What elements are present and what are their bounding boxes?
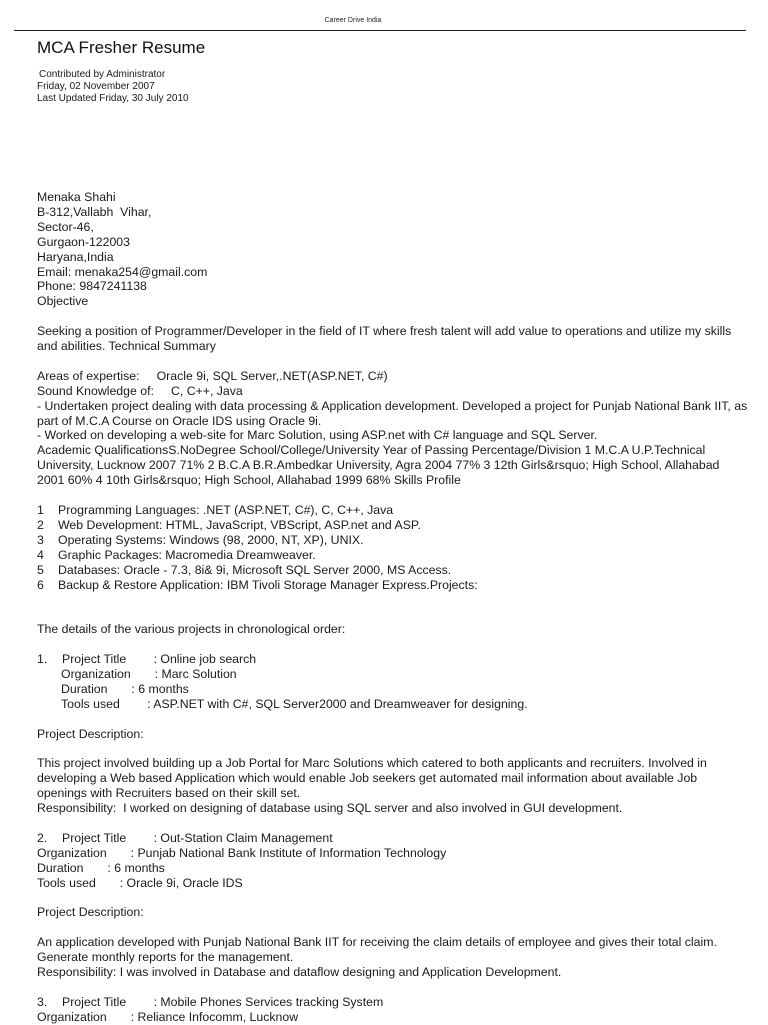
list-item: 4 Graphic Packages: Macromedia Dreamweaver. — [37, 547, 316, 562]
areas-of-expertise: Areas of expertise: Oracle 9i, SQL Server,.NET(ASP.NET, C#) — [37, 368, 388, 383]
objective-text: Seeking a position of Programmer/Developer in the field of IT where fresh talent will add value to operations and utilize my skills and abilities. Technical Summary — [37, 324, 732, 354]
contributed-by: Contributed by Administrator — [39, 69, 166, 80]
project-title: 1. Project Title : Online job search — [37, 652, 257, 666]
phone: Phone: 9847241138 — [37, 279, 147, 294]
candidate-name: Menaka Shahi — [37, 190, 116, 204]
list-item: 3 Operating Systems: Windows (98, 2000, NT, XP), UNIX. — [37, 532, 364, 547]
resume-body — [37, 190, 749, 1025]
project-tools: Tools used : ASP.NET with C#, SQL Server2000 and Dreamweaver for designing. — [61, 696, 528, 711]
list-item: 2 Web Development: HTML, JavaScript, VBScript, ASP.net and ASP. — [37, 517, 421, 532]
published-date: Friday, 02 November 2007 — [37, 81, 155, 92]
page-title: MCA Fresher Resume — [37, 38, 206, 57]
project-description: This project involved building up a Job Portal for Marc Solutions which catered to both applicants and recruiters. Involved in developing a Web based Application which would enable Job seekers get automated mail information about available Job openings with Recruiters based on their skill set. — [37, 756, 707, 801]
header-divider — [14, 30, 746, 31]
list-item: 5 Databases: Oracle - 7.3, 8i& 9i, Microsoft SQL Server 2000, MS Access. — [37, 562, 452, 577]
site-name: Career Drive India — [324, 17, 382, 24]
project-description-heading: Project Description: — [37, 905, 144, 920]
objective-heading: Objective — [37, 294, 89, 309]
last-updated: Last Updated Friday, 30 July 2010 — [37, 93, 189, 104]
skills-list — [37, 503, 749, 592]
address-line: B-312,Vallabh Vihar, — [37, 204, 152, 219]
project-responsibility: Responsibility: I worked on designing of database using SQL server and also involved in GUI development. — [37, 801, 623, 816]
email: Email: menaka254@gmail.com — [37, 264, 208, 279]
project-organization: Organization : Marc Solution — [61, 666, 237, 681]
project-description: An application developed with Punjab National Bank IIT for receiving the claim details of employee and gives their total claim. Generate monthly reports for the management. — [37, 935, 717, 965]
project-duration: Duration : 6 months — [37, 860, 165, 875]
project-responsibility: Responsibility: I was involved in Database and dataflow designing and Application Development. — [37, 964, 562, 979]
academic-qualifications: Academic QualificationsS.NoDegree School/College/University Year of Passing Percentage/Division 1 M.C.A U.P.Technical University, Lucknow 2007 71% 2 B.C.A B.R.Ambedkar University, Agra 2004 77% 3 12th Girls&rsquo; High School, Allahabad 2001 60% 4 10th Girls&rsquo; High School, Allahabad 1999 68% Skills Profile — [37, 443, 720, 488]
sound-knowledge: Sound Knowledge of: C, C++, Java — [37, 383, 243, 398]
list-item: 1 Programming Languages: .NET (ASP.NET, C#), C, C++, Java — [37, 502, 394, 517]
project-title: 3. Project Title : Mobile Phones Services tracking System — [37, 994, 384, 1009]
address-line: Sector-46, — [37, 219, 94, 234]
project-tools: Tools used : Oracle 9i, Oracle IDS — [37, 875, 243, 890]
list-item: 6 Backup & Restore Application: IBM Tivoli Storage Manager Express.Projects: — [37, 577, 478, 592]
project-duration: Duration : 6 months — [61, 681, 189, 696]
projects-intro: The details of the various projects in chronological order: — [37, 622, 346, 637]
project-organization: Organization : Reliance Infocomm, Lucknow — [37, 1009, 299, 1024]
address-line: Gurgaon-122003 — [37, 234, 130, 249]
summary-point: - Worked on developing a web-site for Marc Solution, using ASP.net with C# language and SQL Server. — [37, 428, 598, 443]
project-title: 2. Project Title : Out-Station Claim Management — [37, 830, 333, 845]
summary-point: - Undertaken project dealing with data processing & Application development. Developed a project for Punjab National Bank IIT, as part of M.C.A Course on Oracle IDS using Oracle 9i. — [37, 398, 748, 428]
project-organization: Organization : Punjab National Bank Institute of Information Technology — [37, 845, 447, 860]
project-description-heading: Project Description: — [37, 726, 144, 741]
address-line: Haryana,India — [37, 249, 114, 264]
